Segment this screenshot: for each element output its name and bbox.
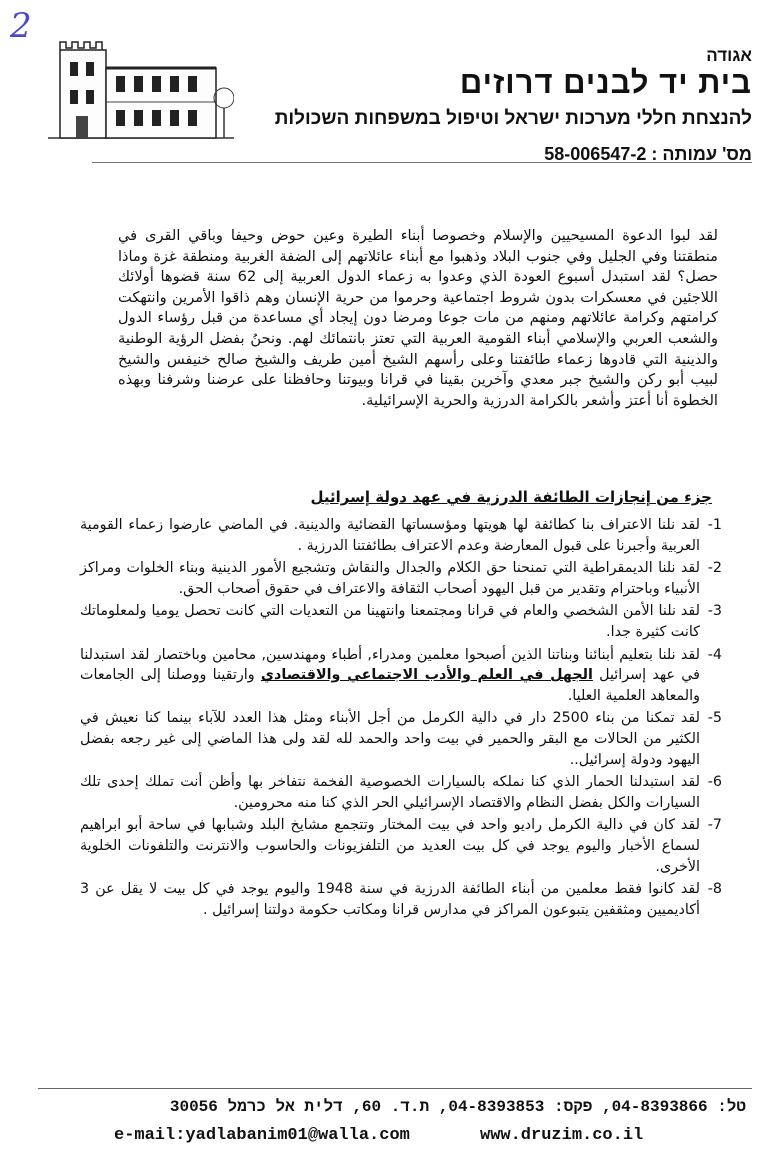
item-number: 5- [707,710,722,727]
item-text: لقد كان في دالية الكرمل راديو واحد في بيت المختار وتتجمع مشايخ البلد وشبابها في ساحة أبو ابراهيم لسماع الأخبار واليوم يوجد في كل بيت العديد من التلفزيونات والحاسوب والانترنت والتلفونات الخلوية الأخرى. [80,817,700,875]
item-number: 8- [707,881,722,898]
footer-website-link[interactable]: www.druzim.co.il [480,1126,644,1145]
item-text-before: لقد نلنا بتعليم أبنائنا وبناتنا الذين أصبحوا معلمين ومدراء, أطباء ومهندسين, محامين وباختصار لقد استبدلنا في عهد إسرائيل [80,646,700,684]
item-text: لقد نلنا الاعتراف بنا كطائفة لها هويتها ومؤسساتها القضائية والدينية. في الماضي عارضوا زعماء القومية العربية وأجبرنا على قبول المعارضة وعدم الاعتراف بطائفتنا الدرزية . [80,517,700,554]
list-item [80,645,722,707]
item-number: 7- [707,817,722,834]
list-item [80,879,722,920]
footer-contact: טל: 04-8393866, פקס: 04-8393853, ת.ד. 60, דלית אל כרמל 30056 [169,1098,746,1116]
page-number: 2 [10,6,32,46]
item-emphasis: الجهل في العلم والأدب الاجتماعي والاقتصادي [260,667,593,684]
item-text-after: وارتقينا ووصلنا إلى الجامعات والمعاهد العلمية العليا. [80,667,700,704]
header-divider [92,162,752,163]
list-item [80,515,722,556]
achievements-list [80,515,722,922]
registration-number: מס' עמותה : 58-006547-2 [544,144,752,164]
item-number: 4- [707,646,722,663]
item-text: لقد نلنا الديمقراطية التي تمنحنا حق الكلام والجدال والنقاش وتشجيع الأمور الدينية وبناء الخلوات ومراكز الأنبياء وباحترام وتقدير من قبل اليهود أصحاب الثقافة والاعتراف في حقوق أصحاب الحق. [80,560,700,597]
item-text: لقد نلنا الأمن الشخصي والعام في قرانا ومجتمعنا وانتهينا من التعديات التي كانت تحصل يوميا ولمعلوماتك كانت كثيرة جدا. [80,603,700,640]
section-title: جزء من إنجازات الطائفة الدرزية في عهد دولة إسرائيل [310,488,712,506]
list-item [80,558,722,599]
item-number: 2- [707,560,722,577]
org-subtitle: להנצחת חללי מערכות ישראל וטיפול במשפחות השכולות [274,108,752,129]
list-item [80,708,722,770]
item-text [80,645,700,707]
footer-email-link[interactable]: e-mail:yadlabanim01@walla.com [114,1126,410,1145]
list-item [80,772,722,813]
item-text: لقد استبدلنا الحمار الذي كنا نملكه بالسيارات الخصوصية الفخمة نتفاخر بها وأظن أنت تملك إحدى تلك السيارات والكل بفضل النظام والاقتصاد الإسرائيلي الحر الذي كنا منه محرومين. [80,774,700,811]
item-number: 1- [707,517,722,533]
item-text: لقد كانوا فقط معلمين من أبناء الطائفة الدرزية في سنة 1948 واليوم يوجد في كل بيت لا يقل عن 3 أكاديميين ومثقفين يتبوعون المراكز في مدارس قرانا ومكاتب حكومة دولتنا إسرائيل . [80,881,700,918]
item-number: 6- [707,774,722,791]
intro-paragraph: لقد لبوا الدعوة المسيحيين والإسلام وخصوصا أبناء الطيرة وعين حوض وحيفا وباقي القرى في منطقتنا وفي الجليل وفي جنوب البلاد وذهبوا مع أبناء عائلاتهم إلى الضفة الغربية ومنطقة غزة وماذا حصل؟ لقد استبدل أسبوع العودة الذي وعدوا به زعماء الدول العربية إلى 62 سنة قضوها أولائك اللاجئين في معسكرات بدون شروط اجتماعية وحرموا من حرية الإنسان وهم ذاقوا الأمرين وانتهكت كرامتهم وكرامة عائلاتهم ومنهم من مات جوعا ومرضا دون إيجاد أي مساعدة من قبل رؤساء الدول والشعب العربي والإسلامي أبناء القومية العربية التي تعتز بانتمائك لهم. ونحنُ بفضل الرؤية الوطنية والدينية التي قادوها زعماء طائفتنا وعلى رأسهم الشيخ أمين طريف والشيخ صالح خنيفس والشيخ لبيب أبو ركن والشيخ جبر معدي وآخرين بقينا في قرانا وبيوتنا وحافظنا على عرضنا وشرفنا وبهذه الخطوة أنا أعتز وأشعر بالكرامة الدرزية والحرية الإسرائيلية. [118,227,718,409]
org-prefix: אגודה [706,46,752,65]
list-item [80,601,722,642]
building-illustration-icon [48,28,234,142]
item-text: لقد تمكنا من بناء 2500 دار في دالية الكرمل من أجل الأبناء ومثل هذا العدد للآباء بينما كنا نعيش في الكثير من الحالات مع البقر والحمير في بيت واحد والحمد لله لقد ولى هذا الماضي إلى غير رجعه بفضل اليهود ودولة إسرائيل.. [80,710,700,768]
org-header [275,46,752,166]
item-number: 3- [707,603,722,620]
footer-divider [38,1088,752,1089]
org-name: בית יד לבנים דרוזים [459,65,752,100]
list-item [80,815,722,877]
